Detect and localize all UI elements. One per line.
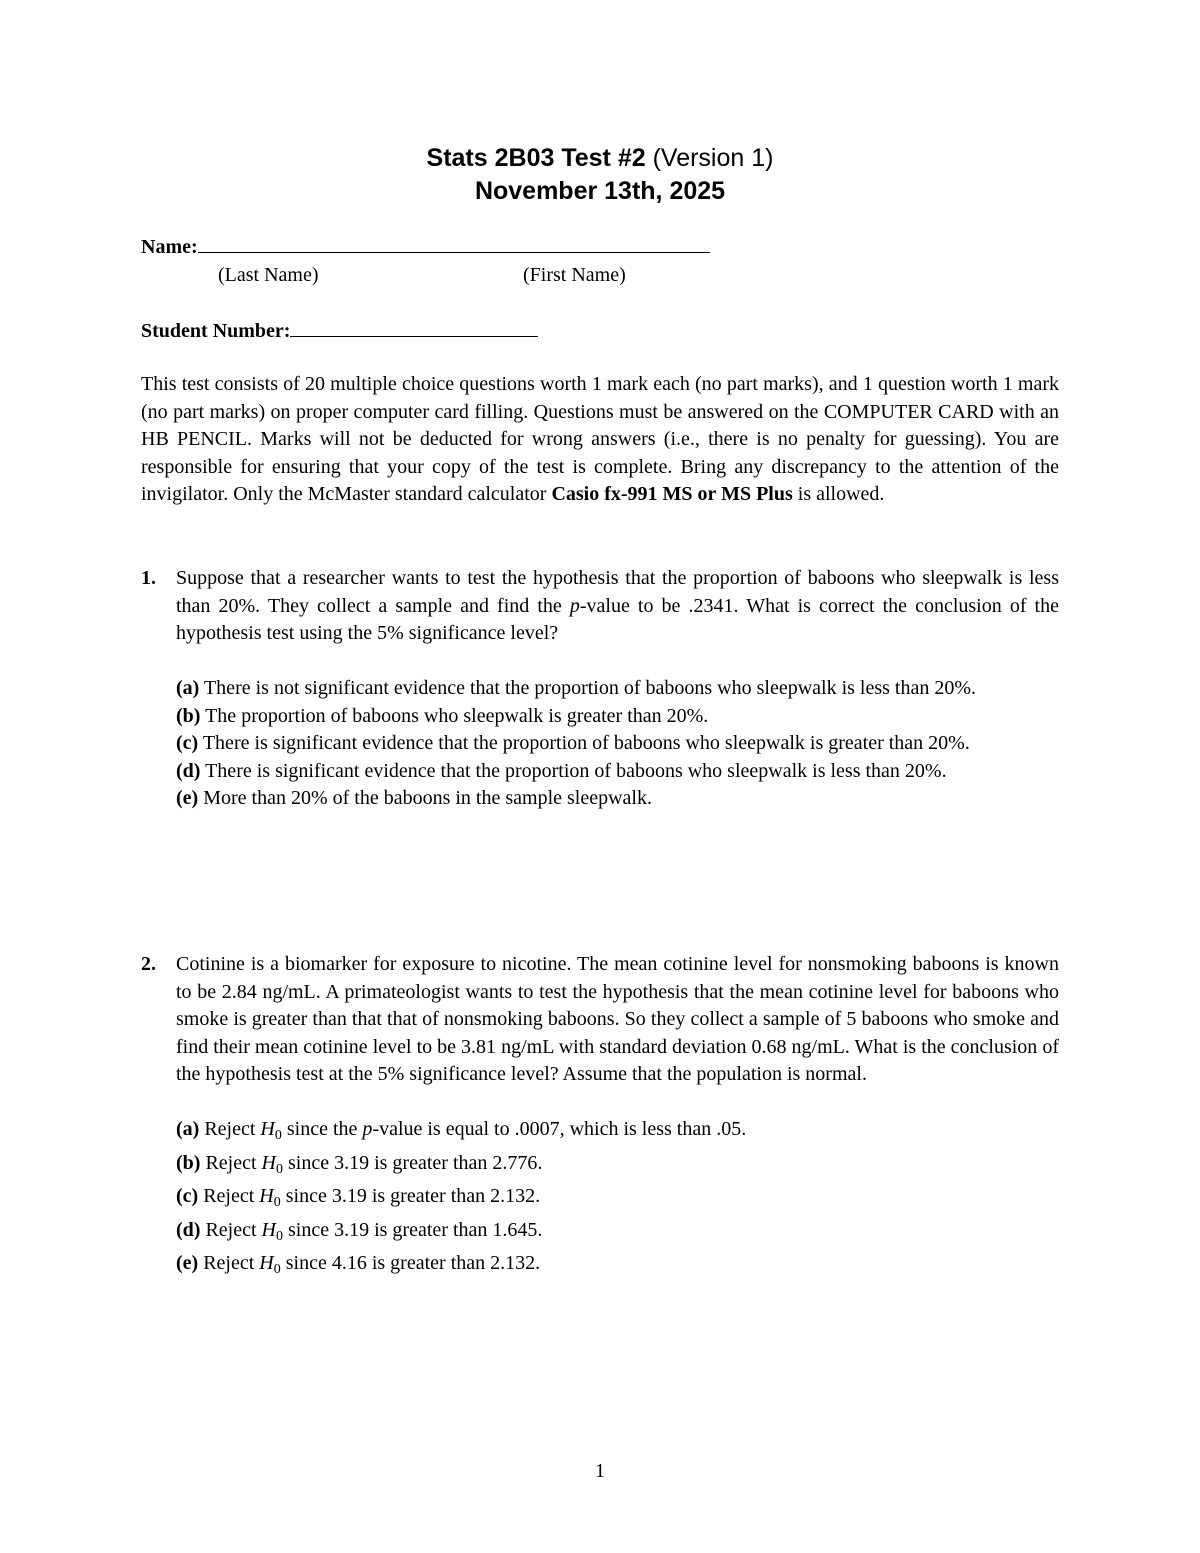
question-number: 2. <box>141 953 156 975</box>
h-null-symbol: $H_0$ <box>260 1118 282 1143</box>
test-version: (Version 1) <box>652 144 774 172</box>
option-d <box>176 758 1059 786</box>
h-null-symbol: $H_0$ <box>261 1218 283 1244</box>
option-letter: (d) <box>176 1218 201 1241</box>
option-letter: (d) <box>176 759 201 782</box>
last-name-caption: (Last Name) <box>218 264 319 286</box>
option-letter: (a) <box>176 1118 200 1140</box>
option-text: since 3.19 is greater than 1.645. <box>288 1218 543 1241</box>
page-number: 1 <box>595 1460 605 1482</box>
student-number-label: Student Number: <box>141 320 291 342</box>
title-block <box>0 142 1200 208</box>
question-text-part: Suppose that a researcher wants to test the hypothesis that the proportion of baboons who sleepwalk is less than 20%. They collect a sample and find the <box>176 567 1059 617</box>
option-text: since the <box>286 1118 358 1140</box>
question-text <box>176 565 1059 648</box>
option-letter: (b) <box>176 704 201 727</box>
p-symbol: p <box>569 594 580 617</box>
name-field <box>141 234 710 260</box>
option-text: Reject <box>204 1118 256 1140</box>
instructions-part1: This test consists of 20 multiple choice questions worth 1 mark each (no part marks), and 1 question worth 1 mark (no part marks) on proper computer card filling. Questions must be answered on the COMPUTER CARD with an HB PENCIL. Marks will not be deducted for wrong answers (i.e., there is no penalty for guessing). You are responsible for ensuring that your copy of the test is complete. Bring any discrepancy to the attention of the invigilator. Only the McMaster standard calculator <box>141 373 1059 505</box>
name-blank-line <box>198 234 710 253</box>
option-text: Reject <box>205 1218 257 1241</box>
option-text: More than 20% of the baboons in the sample sleepwalk. <box>203 787 652 809</box>
option-letter: (b) <box>176 1151 201 1174</box>
option-text: There is significant evidence that the proportion of baboons who sleepwalk is greater than 20%. <box>202 732 970 754</box>
instructions-paragraph <box>141 371 1059 509</box>
h-null-symbol: $H_0$ <box>261 1151 283 1177</box>
option-text: The proportion of baboons who sleepwalk is greater than 20%. <box>205 704 709 727</box>
option-a <box>176 675 1059 703</box>
option-e <box>176 785 1059 813</box>
option-a <box>176 1116 1059 1150</box>
option-text: since 3.19 is greater than 2.776. <box>288 1151 543 1174</box>
option-text: since 3.19 is greater than 2.132. <box>285 1185 541 1207</box>
p-symbol: p <box>362 1118 373 1140</box>
option-letter: (e) <box>176 1252 199 1274</box>
option-letter: (e) <box>176 787 199 809</box>
option-letter: (a) <box>176 677 200 699</box>
option-c <box>176 730 1059 758</box>
question-number: 1. <box>141 567 156 589</box>
option-text: since 4.16 is greater than 2.132. <box>285 1252 541 1274</box>
first-name-caption: (First Name) <box>523 264 626 286</box>
option-text: There is not significant evidence that the proportion of baboons who sleepwalk is less than 20%. <box>203 677 977 699</box>
instructions-part2: is allowed. <box>797 483 885 505</box>
question-text: Cotinine is a biomarker for exposure to nicotine. The mean cotinine level for nonsmoking baboons is known to be 2.84 ng/mL. A primateologist wants to test the hypothesis that the mean cotinine level for baboons who smoke is greater than that that of nonsmoking baboons. So they collect a sample of 5 baboons who smoke and find their mean cotinine level to be 3.81 ng/mL with standard deviation 0.68 ng/mL. What is the conclusion of the hypothesis test at the 5% significance level? Assume that the population is normal. <box>176 953 1059 1085</box>
option-letter: (c) <box>176 732 199 754</box>
option-e <box>176 1250 1059 1284</box>
option-text: Reject <box>203 1252 255 1274</box>
name-label: Name: <box>141 236 198 258</box>
test-date: November 13th, 2025 <box>474 177 726 205</box>
option-text: Reject <box>203 1185 255 1207</box>
h-null-symbol: $H_0$ <box>259 1185 281 1210</box>
option-text: There is significant evidence that the proportion of baboons who sleepwalk is less than 20%. <box>205 759 947 782</box>
h-null-symbol: $H_0$ <box>259 1252 281 1277</box>
option-b <box>176 1150 1059 1184</box>
option-list <box>176 1116 1059 1284</box>
test-title: Stats 2B03 Test #2 <box>426 144 646 172</box>
option-c <box>176 1183 1059 1217</box>
option-list <box>176 675 1059 813</box>
student-number-blank-line <box>290 318 538 337</box>
option-text: Reject <box>205 1151 257 1174</box>
question-2 <box>141 951 1059 1284</box>
option-text: -value is equal to .0007, which is less than .05. <box>372 1118 747 1140</box>
title-line <box>0 142 1200 175</box>
question-1 <box>141 565 1059 813</box>
question-text-part: -value to be .2341. What is correct the conclusion of the hypothesis test using the 5% significance level? <box>176 594 1059 644</box>
option-d <box>176 1217 1059 1251</box>
student-number-field <box>141 318 538 344</box>
option-b <box>176 703 1059 731</box>
option-letter: (c) <box>176 1185 199 1207</box>
calculator-model: Casio fx-991 MS or MS Plus <box>551 483 793 505</box>
